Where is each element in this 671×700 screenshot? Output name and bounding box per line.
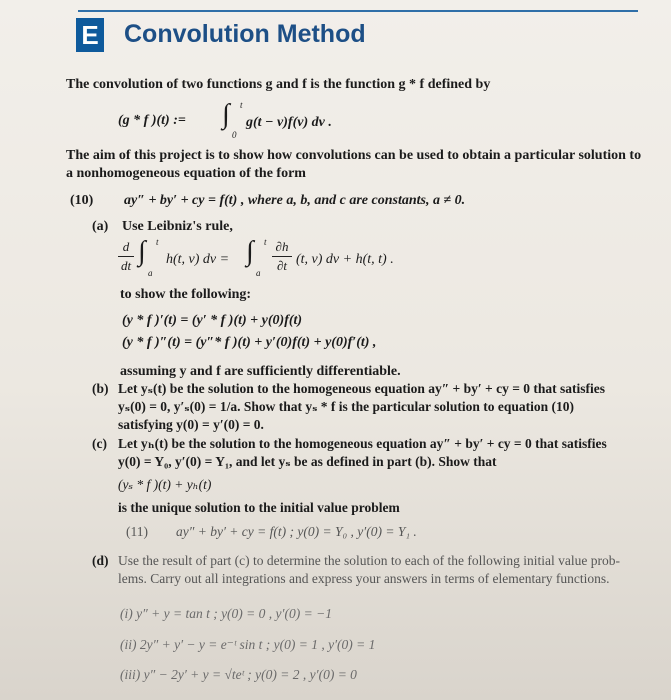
part-a-result-2: (y * f )″(t) = (y″* f )(t) + y′(0)f(t) + y(0)f′(t) , [122, 335, 377, 350]
part-c-line-2: y(0) = Y₀, y′(0) = Y₁, and let yₛ be as defined in part (b). Show that [118, 454, 497, 469]
part-b-line-2: yₛ(0) = 0, y′ₛ(0) = 1/a. Show that yₛ * f is the particular solution to equation (10) [118, 399, 575, 414]
convolution-lhs: (g * f )(t) := [118, 113, 186, 128]
section-badge: E [76, 18, 104, 52]
part-a-lead: Use Leibniz's rule, [122, 219, 233, 234]
integral-sign: ∫ [222, 99, 230, 130]
fraction-bar [272, 256, 292, 257]
leibniz-left-lower: a [148, 268, 153, 278]
part-d-line-2: lems. Carry out all integrations and express your answers in terms of elementary functions. [118, 571, 610, 586]
leibniz-left-integral: ∫ [138, 236, 146, 267]
leibniz-right-upper: t [264, 237, 267, 247]
leibniz-left-integrand: h(t, v) dv = [166, 252, 230, 267]
part-c-line-1: Let yₕ(t) be the solution to the homogeneous equation ay″ + by′ + cy = 0 that satisfies [118, 436, 607, 451]
part-b-line-1: Let yₛ(t) be the solution to the homogeneous equation ay″ + by′ + cy = 0 that satisfies [118, 381, 606, 396]
dt-denominator: dt [120, 258, 132, 273]
aim-line-2: a nonhomogeneous equation of the form [66, 166, 306, 181]
equation-10: ay″ + by′ + cy = f(t) , where a, b, and c are constants, a ≠ 0. [124, 193, 466, 208]
leibniz-left-upper: t [156, 237, 159, 247]
part-c-line-4: is the unique solution to the initial value problem [118, 500, 400, 515]
convolution-integrand: g(t − v)f(v) dv . [246, 115, 332, 130]
part-b-line-3: satisfying y(0) = y′(0) = 0. [118, 417, 264, 432]
leibniz-right-lower: a [256, 268, 261, 278]
part-c-line-3: (yₛ * f )(t) + yₕ(t) [118, 477, 212, 492]
part-d-item-i: (i) y″ + y = tan t ; y(0) = 0 , y′(0) = −1 [120, 606, 332, 621]
partial-t-denominator: ∂t [276, 258, 288, 273]
part-a-result-1: (y * f )′(t) = (y′ * f )(t) + y(0)f(t) [122, 313, 303, 328]
equation-10-number: (10) [70, 193, 94, 208]
partial-h-numerator: ∂h [275, 239, 289, 254]
part-a-label: (a) [92, 219, 109, 234]
equation-11: ay″ + by′ + cy = f(t) ; y(0) = Y₀ , y′(0) = Y₁ . [176, 524, 417, 539]
header-rule [78, 10, 638, 12]
part-b-label: (b) [92, 381, 109, 396]
part-a-assuming: assuming y and f are sufficiently differentiable. [120, 364, 401, 379]
equation-11-number: (11) [126, 524, 148, 539]
d-dt-fraction [118, 239, 134, 274]
section-title: Convolution Method [124, 20, 366, 48]
integral-lower-limit: 0 [232, 130, 237, 140]
integral-upper-limit: t [240, 100, 243, 110]
part-d-item-iii: (iii) y″ − 2y′ + y = √teᵗ ; y(0) = 2 , y′(0) = 0 [120, 667, 357, 682]
partial-h-fraction [272, 239, 292, 274]
part-d-label: (d) [92, 553, 109, 568]
d-numerator: d [122, 239, 130, 254]
definition-text: The convolution of two functions g and f is the function g * f defined by [66, 77, 491, 92]
aim-line-1: The aim of this project is to show how convolutions can be used to obtain a particular solution to [66, 148, 642, 163]
fraction-bar [118, 256, 134, 257]
part-a-show: to show the following: [120, 287, 252, 302]
leibniz-right-integrand: (t, v) dv + h(t, t) . [296, 252, 394, 267]
part-c-label: (c) [92, 436, 107, 451]
part-d-item-ii: (ii) 2y″ + y′ − y = e⁻ᵗ sin t ; y(0) = 1 , y′(0) = 1 [120, 637, 376, 652]
part-d-line-1: Use the result of part (c) to determine the solution to each of the following initial value prob- [118, 553, 620, 568]
leibniz-right-integral: ∫ [246, 236, 254, 267]
